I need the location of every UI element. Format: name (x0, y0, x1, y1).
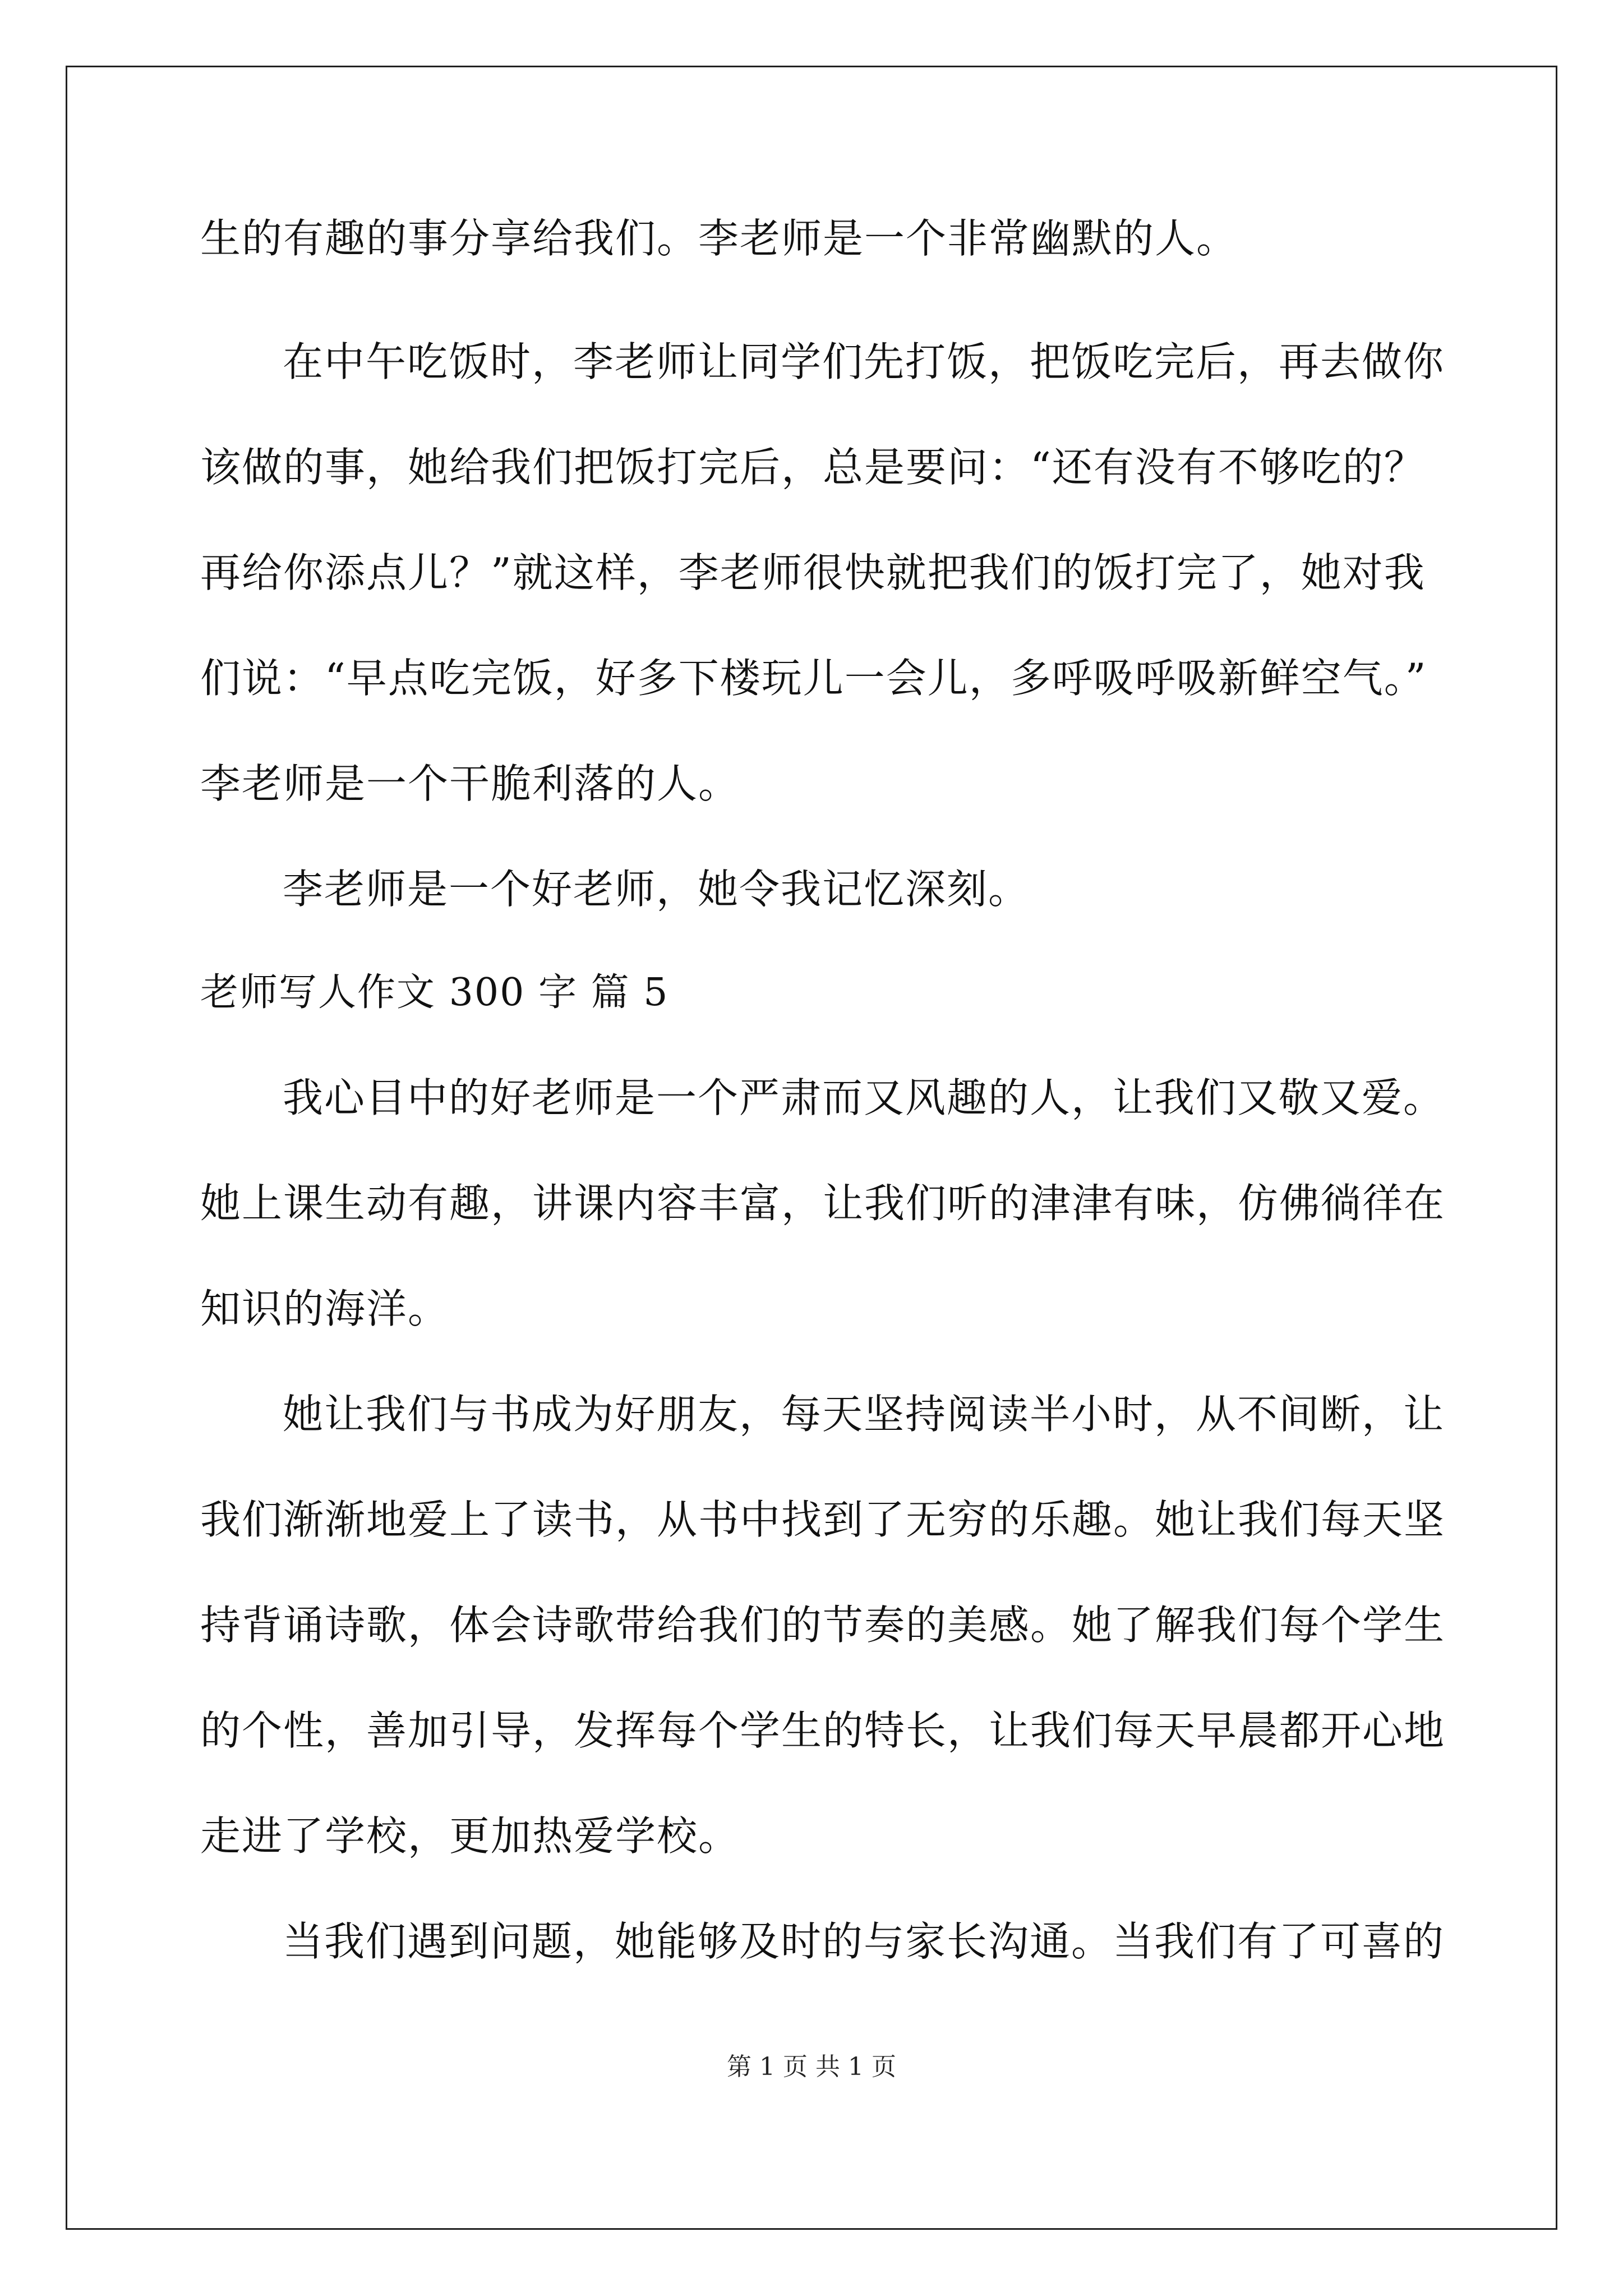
paragraph-line: 在中午吃饭时，李老师让同学们先打饭，把饭吃完后，再去做你 (283, 338, 1445, 385)
text-line: 李老师是一个干脆利落的人。 (200, 760, 740, 807)
text-line: 她上课生动有趣，讲课内容丰富，让我们听的津津有味，仿佛徜徉在 (200, 1180, 1446, 1227)
paragraph-line: 李老师是一个好老师，她令我记忆深刻。 (283, 866, 1030, 913)
text-line: 知识的海洋。 (200, 1285, 450, 1332)
paragraph-line: 我心目中的好老师是一个严肃而又风趣的人，让我们又敬又爱。 (283, 1074, 1445, 1121)
page-number-footer: 第 1 页 共 1 页 (727, 2053, 896, 2081)
text-line: 持背诵诗歌，体会诗歌带给我们的节奏的美感。她了解我们每个学生 (200, 1602, 1446, 1649)
text-line: 我们渐渐地爱上了读书，从书中找到了无穷的乐趣。她让我们每天坚 (200, 1496, 1446, 1543)
section-heading: 老师写人作文 300 字 篇 5 (200, 970, 669, 1015)
text-line: 该做的事，她给我们把饭打完后，总是要问：“还有没有不够吃的？ (200, 444, 1426, 491)
text-line: 的个性，善加引导，发挥每个学生的特长，让我们每天早晨都开心地 (200, 1707, 1446, 1754)
paragraph-line: 当我们遇到问题，她能够及时的与家长沟通。当我们有了可喜的 (283, 1918, 1445, 1965)
paragraph-line: 她让我们与书成为好朋友，每天坚持阅读半小时，从不间断，让 (283, 1391, 1445, 1438)
text-line: 生的有趣的事分享给我们。李老师是一个非常幽默的人。 (200, 215, 1238, 262)
text-line: 走进了学校，更加热爱学校。 (200, 1812, 740, 1860)
text-line: 再给你添点儿？”就这样，李老师很快就把我们的饭打完了，她对我 (200, 549, 1426, 596)
text-line: 们说：“早点吃完饭，好多下楼玩儿一会儿，多呼吸呼吸新鲜空气。” (200, 655, 1427, 702)
